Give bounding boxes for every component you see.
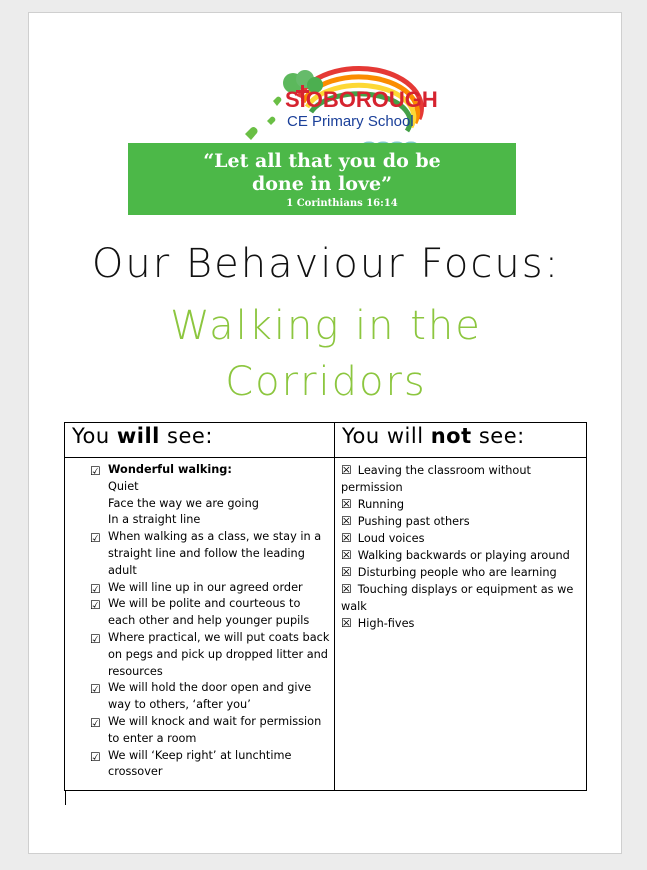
text-cursor [65,791,66,805]
school-logo [229,57,439,152]
checked-box-icon: ☑ [90,631,101,646]
crossed-box-icon: ☒ [341,565,352,579]
subtitle-line-2: Corridors [225,359,427,405]
behaviour-table [64,422,587,791]
header-will-see: You will see: [65,423,335,458]
header-will-not-see: You will not see: [335,423,587,458]
crossed-box-icon: ☒ [341,548,352,562]
list-item: ☑ We will ‘Keep right’ at lunchtime crossover [90,748,292,779]
checked-box-icon: ☑ [90,464,101,478]
list-item: ☒ Pushing past others [341,514,470,528]
crossed-box-icon: ☒ [341,531,352,545]
list-item: ☒ High-fives [341,616,415,630]
crossed-box-icon: ☒ [341,616,352,630]
list-item: ☒ Loud voices [341,531,425,545]
list-item: ☑ When walking as a class, we stay in a straight line and follow the leading adult [90,530,322,577]
logo-school-name: SIOBOROUGH [285,87,438,112]
list-item: ☑ Where practical, we will put coats back on pegs and pick up dropped litter and resources [90,630,330,678]
quote-line-1: “Let all that you do be [203,150,441,172]
document-page [28,12,622,854]
list-item: ☑ We will be polite and courteous to each other and help younger pupils [90,597,310,628]
list-item: ☑ We will line up in our agreed order [90,580,303,596]
checked-box-icon: ☑ [90,715,101,730]
page-subtitle [29,298,623,410]
page-title: Our Behaviour Focus: [91,241,561,287]
quote-line-2: done in love” [251,173,393,195]
crossed-box-icon: ☒ [341,582,352,596]
list-item: ☑ Wonderful walking: Quiet Face the way we are going In a straight line [90,463,259,527]
checked-box-icon: ☑ [90,749,101,764]
will-see-cell [65,458,335,791]
crossed-box-icon: ☒ [341,514,352,528]
list-item: ☑ We will hold the door open and give way to others, ‘after you’ [90,681,312,712]
list-item: ☒ Leaving the classroom without permission [341,463,531,494]
checked-box-icon: ☑ [90,531,101,546]
quote-banner [128,143,516,215]
list-item: ☒ Disturbing people who are learning [341,565,557,579]
will-not-see-cell [335,458,587,791]
quote-reference: 1 Corinthians 16:14 [286,198,398,209]
checked-box-icon: ☑ [90,581,101,596]
logo-school-subtitle: CE Primary School [287,113,414,130]
crossed-box-icon: ☒ [341,497,352,511]
list-item: ☒ Touching displays or equipment as we walk [341,582,574,613]
checked-box-icon: ☑ [90,682,101,697]
list-item: ☒ Running [341,497,405,511]
checked-box-icon: ☑ [90,598,101,613]
subtitle-line-1: Walking in the [170,303,482,349]
list-item: ☒ Walking backwards or playing around [341,548,570,562]
crossed-box-icon: ☒ [341,463,352,477]
list-item: ☑ We will knock and wait for permission to enter a room [90,714,322,745]
